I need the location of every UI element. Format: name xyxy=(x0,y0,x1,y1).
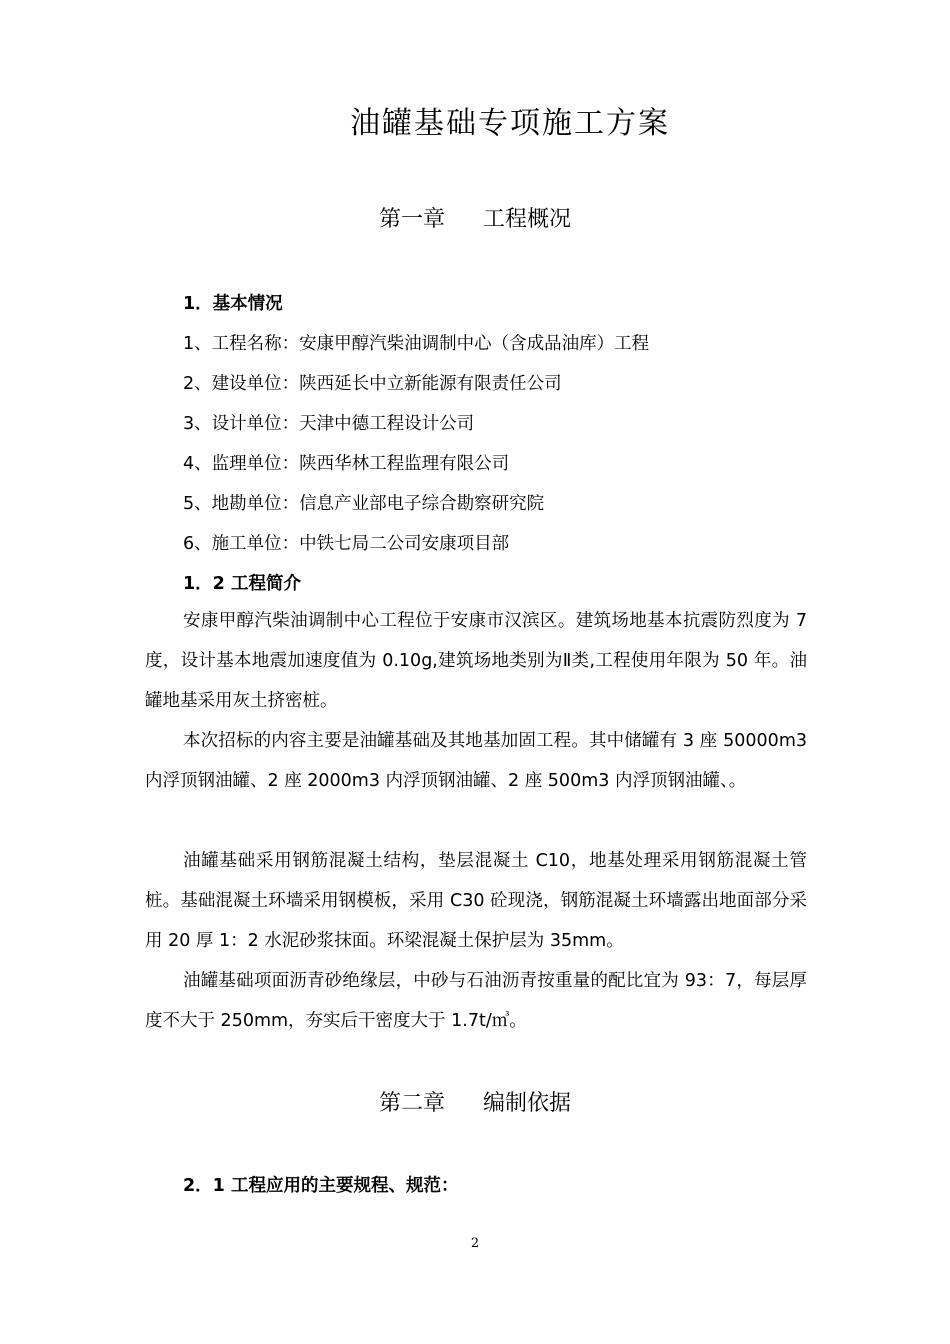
document-title: 油罐基础专项施工方案 xyxy=(350,106,670,141)
paragraph-location: 安康甲醇汽柴油调制中心工程位于安康市汉滨区。建筑场地基本抗震防烈度为 7 度，设计基本地震加速度值为 0.10g,建筑场地类别为Ⅱ类,工程使用年限为 50 年。油罐地基采用灰土挤密桩。 xyxy=(145,611,807,711)
info-item-survey: 5、地勘单位：信息产业部电子综合勘察研究院 xyxy=(183,494,545,514)
chapter-1-number: 第一章 xyxy=(378,207,445,232)
chapter-1-heading xyxy=(0,202,950,233)
section-1-heading: 1．基本情况 xyxy=(183,294,283,314)
paragraph-foundation: 油罐基础采用钢筋混凝土结构，垫层混凝土 C10，地基处理采用钢筋混凝土管桩。基础混凝土环墙采用钢模板，采用 C30 砼现浇，钢筋混凝土环墙露出地面部分采用 20 厚 1：2 水泥砂浆抹面。环梁混凝土保护层为 35mm。 xyxy=(145,851,807,951)
chapter-2-heading xyxy=(0,1086,950,1117)
chapter-2-name: 编制依据 xyxy=(483,1091,572,1116)
info-item-project-name: 1、工程名称：安康甲醇汽柴油调制中心（含成品油库）工程 xyxy=(183,334,650,354)
paragraph-insulation: 油罐基础项面沥青砂绝缘层，中砂与石油沥青按重量的配比宜为 93：7，每层厚度不大于 250mm，夯实后干密度大于 1.7t/㎥。 xyxy=(145,971,807,1031)
info-item-contractor: 6、施工单位：中铁七局二公司安康项目部 xyxy=(183,534,510,554)
paragraph-scope: 本次招标的内容主要是油罐基础及其地基加固工程。其中储罐有 3 座 50000m3 内浮顶钢油罐、2 座 2000m3 内浮顶钢油罐、2 座 500m3 内浮顶钢油罐、。 xyxy=(145,731,807,791)
info-item-owner: 2、建设单位：陕西延长中立新能源有限责任公司 xyxy=(183,374,562,394)
info-item-supervisor: 4、监理单位：陕西华林工程监理有限公司 xyxy=(183,454,510,474)
page-number: 2 xyxy=(470,1236,480,1251)
section-2-1-heading: 2．1 工程应用的主要规程、规范： xyxy=(183,1176,459,1196)
chapter-2-number: 第二章 xyxy=(378,1091,445,1116)
chapter-1-name: 工程概况 xyxy=(483,207,572,232)
info-item-designer: 3、设计单位：天津中德工程设计公司 xyxy=(183,414,475,434)
section-1-2-heading: 1．2 工程简介 xyxy=(183,574,301,594)
